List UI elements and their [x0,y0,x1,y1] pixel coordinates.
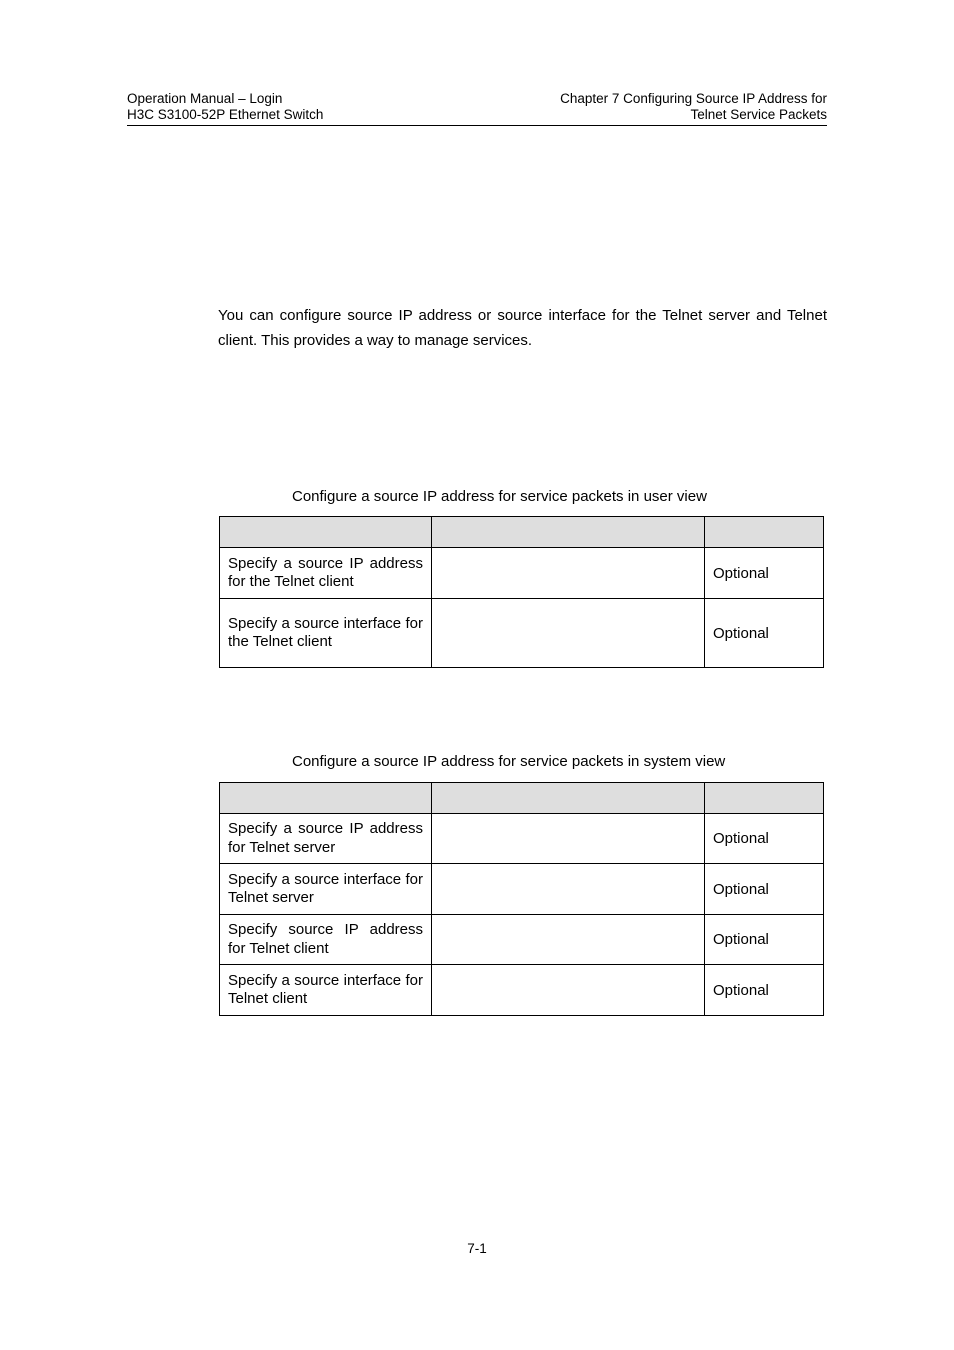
header-left [127,91,323,123]
user-view-table [219,516,824,668]
system-view-table [219,782,824,1016]
chapter-title-line2: Telnet Service Packets [690,107,827,122]
remarks-cell: Optional [705,864,824,915]
header-cell-command [432,783,705,814]
table-row [220,599,824,668]
intro-paragraph: You can configure source IP address or source interface for the Telnet server and Telnet client. This provides a way to manage services. [218,307,827,349]
operation-cell: Specify a source interface for Telnet client [220,965,432,1016]
page-header [127,91,827,126]
header-cell-operation [220,783,432,814]
header-cell-remarks [705,517,824,548]
page-number: 7-1 [467,1241,487,1256]
table-header-row [220,517,824,548]
remarks-cell: Optional [705,599,824,668]
remarks-cell: Optional [705,814,824,864]
table-row [220,915,824,965]
table-row [220,864,824,915]
operation-cell: Specify a source interface for the Telnet client [220,599,432,668]
operation-cell: Specify a source interface for Telnet server [220,864,432,915]
operation-cell: Specify a source IP address for the Telnet client [220,548,432,599]
operation-cell: Specify a source IP address for Telnet server [220,814,432,864]
header-cell-command [432,517,705,548]
command-cell [432,864,705,915]
command-cell [432,915,705,965]
chapter-title-line1: Chapter 7 Configuring Source IP Address for [560,91,827,106]
remarks-cell: Optional [705,915,824,965]
command-cell [432,599,705,668]
manual-title: Operation Manual – Login [127,91,283,106]
table-row [220,548,824,599]
command-cell [432,965,705,1016]
header-right [560,91,827,123]
table-row [220,814,824,864]
command-cell [432,548,705,599]
header-cell-operation [220,517,432,548]
header-cell-remarks [705,783,824,814]
product-name: H3C S3100-52P Ethernet Switch [127,107,324,122]
remarks-cell: Optional [705,965,824,1016]
table1-caption: Configure a source IP address for service packets in user view [292,488,707,505]
table-row [220,965,824,1016]
table-header-row [220,783,824,814]
command-cell [432,814,705,864]
operation-cell: Specify source IP address for Telnet client [220,915,432,965]
remarks-cell: Optional [705,548,824,599]
table2-caption: Configure a source IP address for service packets in system view [292,753,726,770]
